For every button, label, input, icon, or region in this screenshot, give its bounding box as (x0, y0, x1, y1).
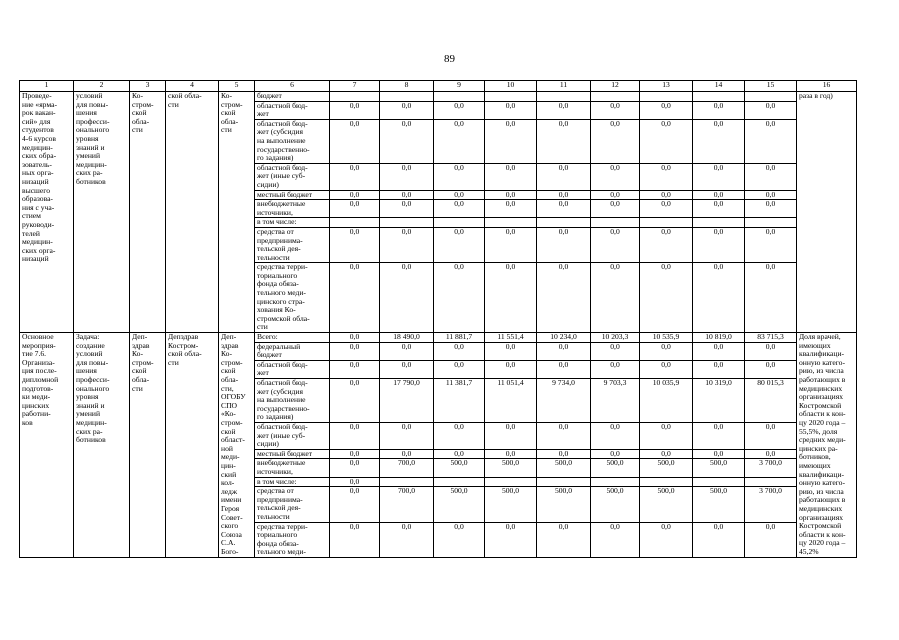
column-number: 1 (20, 81, 74, 92)
table-row (20, 333, 857, 343)
amount-cell: 0,0 (434, 522, 485, 557)
amount-cell (591, 477, 640, 487)
amount-cell: 0,0 (745, 449, 797, 459)
amount-cell (330, 92, 380, 102)
amount-cell: 500,0 (485, 459, 537, 477)
amount-cell: 83 715,3 (745, 333, 797, 343)
funding-source-label: внебюджетные источники, (255, 200, 330, 218)
amount-cell: 0,0 (591, 263, 640, 333)
column-number: 13 (640, 81, 693, 92)
amount-cell (485, 477, 537, 487)
amount-cell (380, 218, 434, 228)
amount-cell: 500,0 (693, 459, 745, 477)
amount-cell: 0,0 (434, 163, 485, 190)
amount-cell: 0,0 (485, 163, 537, 190)
amount-cell: 0,0 (537, 422, 591, 449)
amount-cell: 10 035,9 (640, 379, 693, 423)
funding-source-label: областной бюд- жет (иные суб- сидии) (255, 163, 330, 190)
amount-cell (434, 477, 485, 487)
amount-cell: 3 700,0 (745, 459, 797, 477)
amount-cell (380, 477, 434, 487)
amount-cell: 0,0 (485, 522, 537, 557)
amount-cell: 0,0 (591, 200, 640, 218)
amount-cell: 0,0 (380, 227, 434, 262)
amount-cell (591, 92, 640, 102)
amount-cell: 0,0 (745, 342, 797, 360)
column-number: 9 (434, 81, 485, 92)
amount-cell: 0,0 (485, 263, 537, 333)
amount-cell: 0,0 (745, 101, 797, 119)
amount-cell (380, 92, 434, 102)
amount-cell: 0,0 (745, 163, 797, 190)
column-number: 16 (797, 81, 857, 92)
funding-source-label: местный бюджет (255, 190, 330, 200)
amount-cell (693, 92, 745, 102)
column-number: 5 (219, 81, 255, 92)
block-c2-cell: Задача: создание условий для повы- шения професси- онального уровня знаний и умений медицин- ских ра- ботников (74, 333, 130, 558)
amount-cell: 0,0 (330, 477, 380, 487)
amount-cell: 0,0 (537, 200, 591, 218)
amount-cell: 10 819,0 (693, 333, 745, 343)
column-number: 11 (537, 81, 591, 92)
amount-cell: 11 551,4 (485, 333, 537, 343)
block-c5-cell: Деп- здрав Ко- стром- ской обла- сти, ОГОБУ СПО «Ко- стром- ской област- ной меди- цин- ский кол- ледж имени Героя Совет- ского Союза С.А. Бого- (219, 333, 255, 558)
amount-cell: 0,0 (537, 263, 591, 333)
amount-cell: 500,0 (640, 459, 693, 477)
amount-cell: 0,0 (537, 119, 591, 163)
amount-cell: 0,0 (380, 422, 434, 449)
amount-cell: 0,0 (591, 119, 640, 163)
column-number: 15 (745, 81, 797, 92)
amount-cell: 0,0 (537, 449, 591, 459)
amount-cell: 0,0 (640, 449, 693, 459)
amount-cell: 0,0 (537, 522, 591, 557)
block-c4-cell: ской обла- сти (166, 92, 219, 333)
amount-cell (485, 92, 537, 102)
amount-cell (485, 218, 537, 228)
amount-cell: 0,0 (330, 459, 380, 477)
amount-cell: 0,0 (640, 119, 693, 163)
funding-source-label: в том числе: (255, 218, 330, 228)
amount-cell: 0,0 (745, 263, 797, 333)
block-c2-cell: условий для повы- шения професси- онального уровня знаний и умений медицин- ских ра- ботников (74, 92, 130, 333)
amount-cell: 0,0 (693, 101, 745, 119)
funding-source-label: средства терри- ториального фонда обяза- тельного меди- (255, 522, 330, 557)
funding-source-label: областной бюд- жет (субсидия на выполнение государственно- го задания) (255, 379, 330, 423)
amount-cell: 0,0 (693, 200, 745, 218)
amount-cell: 0,0 (693, 422, 745, 449)
amount-cell: 0,0 (537, 163, 591, 190)
amount-cell: 500,0 (434, 487, 485, 522)
amount-cell (745, 92, 797, 102)
amount-cell: 500,0 (640, 487, 693, 522)
funding-source-label: Всего: (255, 333, 330, 343)
funding-source-label: средства терри- ториального фонда обяза- тельного меди- цинского стра- хования Ко- стромской обла- сти (255, 263, 330, 333)
amount-cell: 0,0 (485, 190, 537, 200)
amount-cell: 0,0 (693, 522, 745, 557)
block-c3-cell: Деп- здрав Ко- стром- ской обла- сти (130, 333, 166, 558)
block-c5-cell: Ко- стром- ской обла- сти (219, 92, 255, 333)
amount-cell: 0,0 (380, 360, 434, 378)
amount-cell: 0,0 (434, 227, 485, 262)
amount-cell (640, 92, 693, 102)
funding-source-label: областной бюд- жет (иные суб- сидии) (255, 422, 330, 449)
amount-cell: 500,0 (591, 487, 640, 522)
funding-source-label: бюджет (255, 92, 330, 102)
amount-cell: 0,0 (485, 119, 537, 163)
funding-source-label: средства от предпринима- тельской дея- тельности (255, 227, 330, 262)
block-c1-cell: Проведе- ние «ярма- рок вакан- сий» для студентов 4-6 курсов медицин- ских обра- зователь- ных орга- низаций высшего образова- ния с уча- стием руководи- телей медицин- ских орга- низаций (20, 92, 74, 333)
amount-cell (537, 218, 591, 228)
amount-cell: 0,0 (485, 227, 537, 262)
amount-cell: 0,0 (380, 263, 434, 333)
amount-cell: 700,0 (380, 487, 434, 522)
funding-source-label: областной бюд- жет (255, 360, 330, 378)
amount-cell: 0,0 (434, 119, 485, 163)
funding-source-label: в том числе: (255, 477, 330, 487)
amount-cell: 0,0 (745, 119, 797, 163)
amount-cell: 0,0 (380, 200, 434, 218)
column-number: 8 (380, 81, 434, 92)
amount-cell: 0,0 (485, 101, 537, 119)
amount-cell: 500,0 (434, 459, 485, 477)
amount-cell: 0,0 (745, 422, 797, 449)
amount-cell: 0,0 (693, 163, 745, 190)
amount-cell: 0,0 (485, 422, 537, 449)
amount-cell: 0,0 (693, 449, 745, 459)
amount-cell: 0,0 (380, 119, 434, 163)
amount-cell: 0,0 (591, 422, 640, 449)
amount-cell: 0,0 (693, 360, 745, 378)
table-row (20, 92, 857, 102)
amount-cell (434, 92, 485, 102)
amount-cell: 0,0 (537, 227, 591, 262)
amount-cell: 0,0 (693, 342, 745, 360)
amount-cell (640, 477, 693, 487)
amount-cell: 0,0 (380, 101, 434, 119)
block-c4-cell: Депздрав Костром- ской обла- сти (166, 333, 219, 558)
amount-cell: 0,0 (330, 163, 380, 190)
page-number: 89 (444, 53, 455, 65)
funding-source-label: средства от предпринима- тельской дея- тельности (255, 487, 330, 522)
financing-table (19, 80, 857, 558)
column-number: 14 (693, 81, 745, 92)
column-number: 3 (130, 81, 166, 92)
amount-cell: 0,0 (330, 449, 380, 459)
column-number: 2 (74, 81, 130, 92)
amount-cell: 0,0 (330, 200, 380, 218)
amount-cell: 0,0 (330, 522, 380, 557)
amount-cell: 0,0 (693, 263, 745, 333)
amount-cell: 10 203,3 (591, 333, 640, 343)
amount-cell: 0,0 (330, 101, 380, 119)
amount-cell: 3 700,0 (745, 487, 797, 522)
amount-cell: 0,0 (693, 119, 745, 163)
funding-source-label: внебюджетные источники, (255, 459, 330, 477)
amount-cell: 0,0 (693, 227, 745, 262)
amount-cell (537, 477, 591, 487)
amount-cell: 0,0 (537, 342, 591, 360)
amount-cell: 0,0 (330, 227, 380, 262)
amount-cell: 11 051,4 (485, 379, 537, 423)
amount-cell: 0,0 (434, 200, 485, 218)
target-indicator-cell: раза в год) (797, 92, 857, 333)
amount-cell: 0,0 (380, 522, 434, 557)
amount-cell: 0,0 (591, 101, 640, 119)
amount-cell: 0,0 (537, 360, 591, 378)
amount-cell: 0,0 (591, 190, 640, 200)
amount-cell (693, 218, 745, 228)
amount-cell (745, 477, 797, 487)
amount-cell: 500,0 (485, 487, 537, 522)
amount-cell: 0,0 (537, 101, 591, 119)
column-number: 4 (166, 81, 219, 92)
amount-cell: 0,0 (330, 360, 380, 378)
funding-source-label: областной бюд- жет (субсидия на выполнение государственно- го задания) (255, 119, 330, 163)
amount-cell: 0,0 (640, 422, 693, 449)
amount-cell: 0,0 (591, 360, 640, 378)
amount-cell: 0,0 (434, 449, 485, 459)
amount-cell: 0,0 (434, 190, 485, 200)
column-number: 10 (485, 81, 537, 92)
amount-cell: 500,0 (591, 459, 640, 477)
amount-cell: 0,0 (745, 190, 797, 200)
amount-cell: 80 015,3 (745, 379, 797, 423)
amount-cell: 0,0 (380, 163, 434, 190)
funding-source-label: областной бюд- жет (255, 101, 330, 119)
amount-cell: 0,0 (380, 449, 434, 459)
amount-cell: 0,0 (434, 422, 485, 449)
amount-cell: 0,0 (640, 190, 693, 200)
column-number-row (20, 81, 857, 92)
amount-cell: 0,0 (330, 263, 380, 333)
amount-cell: 0,0 (640, 227, 693, 262)
column-number: 12 (591, 81, 640, 92)
amount-cell: 10 234,0 (537, 333, 591, 343)
amount-cell: 11 381,7 (434, 379, 485, 423)
block-c1-cell: Основное мероприя- тие 7.6. Организа- ция после- дипломной подготов- ки меди- цинских работни- ков (20, 333, 74, 558)
amount-cell: 700,0 (380, 459, 434, 477)
amount-cell: 0,0 (330, 190, 380, 200)
amount-cell: 500,0 (693, 487, 745, 522)
amount-cell: 0,0 (591, 522, 640, 557)
amount-cell: 0,0 (591, 227, 640, 262)
column-number: 7 (330, 81, 380, 92)
amount-cell: 9 734,0 (537, 379, 591, 423)
funding-source-label: местный бюджет (255, 449, 330, 459)
amount-cell: 0,0 (330, 487, 380, 522)
amount-cell: 0,0 (591, 342, 640, 360)
amount-cell: 0,0 (640, 163, 693, 190)
amount-cell: 0,0 (640, 200, 693, 218)
amount-cell: 0,0 (745, 200, 797, 218)
amount-cell: 18 490,0 (380, 333, 434, 343)
amount-cell: 0,0 (330, 342, 380, 360)
amount-cell: 0,0 (380, 190, 434, 200)
amount-cell: 0,0 (485, 360, 537, 378)
amount-cell: 0,0 (434, 263, 485, 333)
amount-cell: 0,0 (745, 227, 797, 262)
amount-cell: 9 703,3 (591, 379, 640, 423)
funding-source-label: федеральный бюджет (255, 342, 330, 360)
amount-cell: 500,0 (537, 459, 591, 477)
amount-cell: 0,0 (640, 360, 693, 378)
amount-cell: 0,0 (330, 333, 380, 343)
amount-cell: 11 881,7 (434, 333, 485, 343)
amount-cell: 0,0 (485, 342, 537, 360)
amount-cell (591, 218, 640, 228)
amount-cell: 0,0 (330, 422, 380, 449)
amount-cell (330, 218, 380, 228)
amount-cell: 0,0 (434, 342, 485, 360)
amount-cell: 0,0 (640, 101, 693, 119)
amount-cell: 0,0 (745, 522, 797, 557)
amount-cell: 0,0 (591, 163, 640, 190)
amount-cell: 0,0 (485, 449, 537, 459)
amount-cell: 0,0 (380, 342, 434, 360)
amount-cell: 0,0 (640, 263, 693, 333)
target-indicator-cell: Доля врачей, имеющих квалификаци- онную катего- рию, из числа работающих в медицинских организациях Костромской области к кон- цу 2020 года – 55,5%, доля средних меди- цинских ра- ботников, имеющих квалификаци- онную катего- рию, из числа работающих в медицинских организациях Костромской области к кон- цу 2020 года – 45,2% (797, 333, 857, 558)
amount-cell (640, 218, 693, 228)
amount-cell: 0,0 (591, 449, 640, 459)
amount-cell: 0,0 (693, 190, 745, 200)
amount-cell: 0,0 (330, 119, 380, 163)
amount-cell: 0,0 (640, 342, 693, 360)
amount-cell: 0,0 (485, 200, 537, 218)
amount-cell: 0,0 (745, 360, 797, 378)
amount-cell (693, 477, 745, 487)
column-number: 6 (255, 81, 330, 92)
amount-cell: 10 535,9 (640, 333, 693, 343)
amount-cell (434, 218, 485, 228)
amount-cell: 0,0 (640, 522, 693, 557)
amount-cell: 17 790,0 (380, 379, 434, 423)
block-c3-cell: Ко- стром- ской обла- сти (130, 92, 166, 333)
amount-cell: 0,0 (434, 101, 485, 119)
amount-cell: 0,0 (434, 360, 485, 378)
amount-cell (745, 218, 797, 228)
amount-cell: 0,0 (330, 379, 380, 423)
amount-cell (537, 92, 591, 102)
amount-cell: 0,0 (537, 190, 591, 200)
amount-cell: 10 319,0 (693, 379, 745, 423)
amount-cell: 500,0 (537, 487, 591, 522)
